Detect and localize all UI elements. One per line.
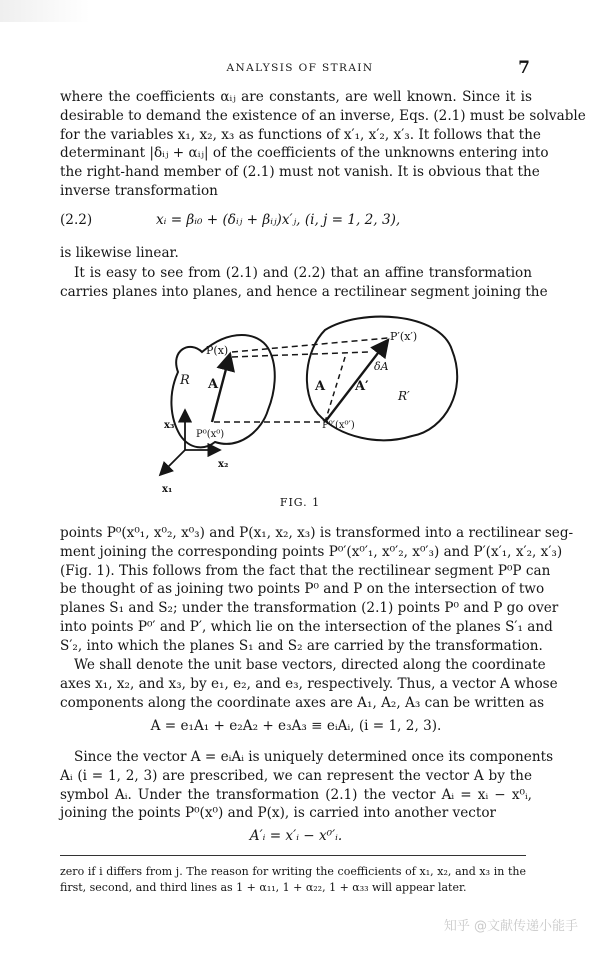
text-line: determinant |δᵢⱼ + αᵢⱼ| of the coefficients of the unknowns entering into [60,145,549,162]
footnote-rule [60,855,526,856]
label-p0: P⁰(x⁰) [196,429,225,440]
label-x3: x₃ [164,420,175,431]
label-p-x: P(x) [206,344,229,357]
paragraph-affine [60,264,548,302]
paragraph-segment [60,524,574,656]
text-line: components along the coordinate axes are A₁, A₂, A₃ can be written as [60,694,545,711]
text-line: is likewise linear. [60,245,179,261]
running-title: ANALYSIS OF STRAIN [226,62,374,74]
label-vector-a-mid: A [315,379,326,394]
label-p0-prime: P⁰′(x⁰′) [322,420,355,431]
label-region-r: R [180,373,190,388]
text-line: symbol Aᵢ. Under the transformation (2.1) the vector Aᵢ = xᵢ − x⁰ᵢ, [60,786,532,803]
text-line: S′₂, into which the planes S₁ and S₂ are carried by the transformation. [60,637,543,654]
text-line: the right-hand member of (2.1) must not vanish. It is obvious that the [60,164,540,181]
label-x1: x₁ [162,484,173,495]
label-vector-a: A [208,377,219,392]
text-line: points P⁰(x⁰₁, x⁰₂, x⁰₃) and P(x₁, x₂, x₃) is transformed into a rectilinear seg- [60,525,574,541]
text-line: axes x₁, x₂, and x₃, by e₁, e₂, and e₃, respectively. Thus, a vector A whose [60,675,558,692]
text-line: planes S₁ and S₂; under the transformation (2.1) points P⁰ and P go over [60,600,559,617]
label-p-prime: P′(x′) [390,330,418,343]
text-line: Aᵢ (i = 1, 2, 3) are prescribed, we can represent the vector A by the [60,767,532,784]
text-line: (Fig. 1). This follows from the fact that the rectilinear segment P⁰P can [60,562,551,579]
text-line: inverse transformation [60,182,218,199]
label-x2: x₂ [218,459,229,470]
dashed-connector-top [232,338,388,352]
dashed-a-vector [325,354,346,422]
text-line: joining the points P⁰(x⁰) and P(x), is carried into another vector [60,805,496,822]
axis-x1 [160,450,185,475]
paragraph-components [60,748,554,823]
label-vector-a-prime: A′ [355,379,369,394]
equation-label: (2.2) [60,212,93,228]
footnote [60,864,526,895]
text-line: be thought of as joining two points P⁰ and P on the intersection of two [60,581,545,598]
watermark: 知乎 @文献传递小能手 [443,919,578,934]
text-line: for the variables x₁, x₂, x₃ as functions of x′₁, x′₂, x′₃. It follows that the [60,126,541,143]
figure-1 [150,310,540,510]
equation-body: xᵢ = βᵢ₀ + (δᵢⱼ + βᵢⱼ)x′ⱼ, (i, j = 1, 2, 3), [156,212,401,228]
text-line: desirable to demand the existence of an inverse, Eqs. (2.1) must be solvable [60,107,586,124]
label-delta-a: δA [374,360,389,373]
text-line: carries planes into planes, and hence a rectilinear segment joining the [60,283,548,300]
scan-smudge [0,0,90,22]
text-line: into points P⁰′ and P′, which lie on the intersection of the planes S′₁ and [60,618,553,635]
dashed-connector-mid [232,352,368,357]
text-line: where the coefficients αᵢⱼ are constants, are well known. Since it is [60,89,532,105]
equation-body: A = e₁A₁ + e₂A₂ + e₃A₃ ≡ eᵢAᵢ, (i = 1, 2, 3). [150,718,442,734]
equation-body: A′ᵢ = x′ᵢ − x⁰′ᵢ. [249,828,343,844]
figure-caption: FIG. 1 [279,496,321,509]
paragraph-base-vectors [60,656,558,712]
footnote-line: zero if i differs from j. The reason for writing the coefficients of x₁, x₂, and x₃ in the [60,865,526,878]
label-region-r-prime: R′ [398,389,410,403]
page-number: 7 [518,58,530,78]
text-line: We shall denote the unit base vectors, directed along the coordinate [74,657,546,673]
text-line: ment joining the corresponding points P⁰′(x⁰′₁, x⁰′₂, x⁰′₃) and P′(x′₁, x′₂, x′₃) [60,543,563,560]
text-line: It is easy to see from (2.1) and (2.2) that an affine transformation [74,265,532,281]
footnote-line: first, second, and third lines as 1 + α₁₁, 1 + α₂₂, 1 + α₃₃ will appear later. [60,880,467,894]
page-header [0,60,600,80]
text-line: Since the vector A = eᵢAᵢ is uniquely determined once its components [74,749,554,765]
paragraph-inverse [60,88,586,201]
paragraph-linear [60,244,532,263]
